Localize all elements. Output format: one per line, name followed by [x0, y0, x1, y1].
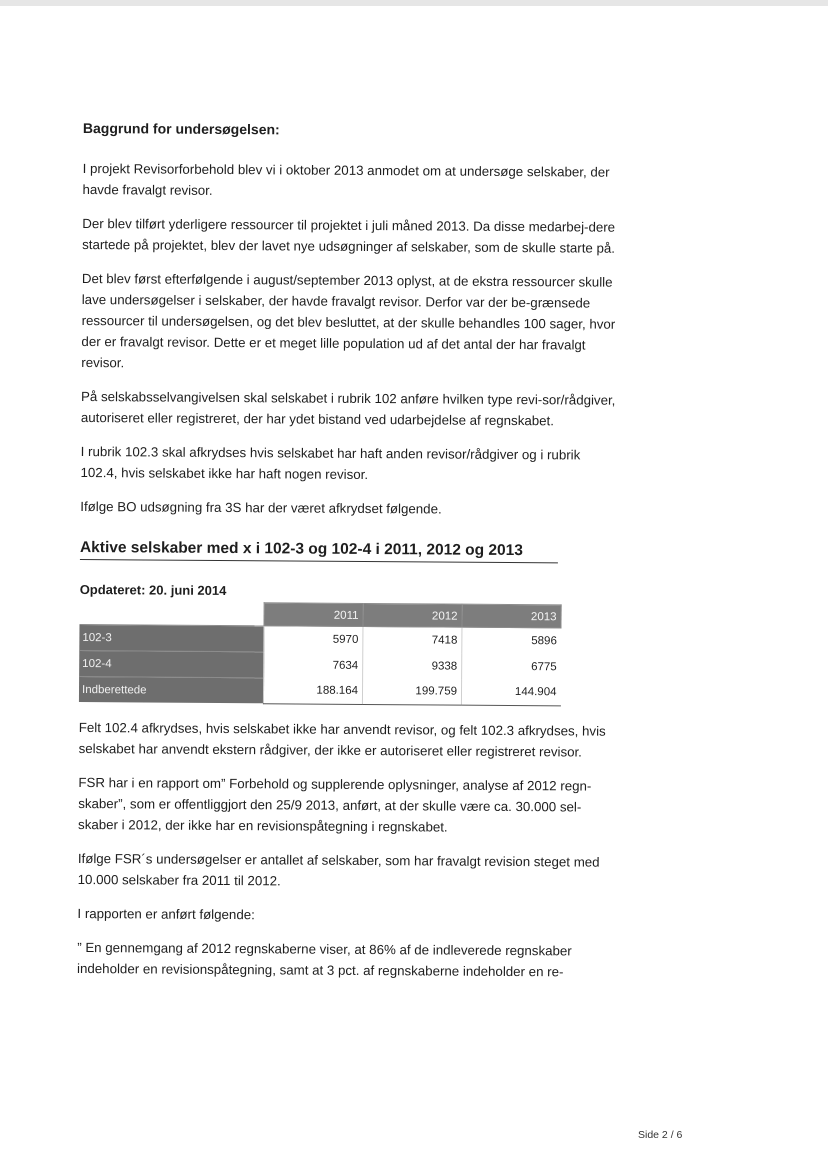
paragraph: Ifølge FSR´s undersøgelser er antallet af selskaber, som har fravalgt revision steget med 10.000 selskaber fra 2011 til 2012. [77, 850, 600, 888]
table-cell: 5970 [264, 626, 363, 653]
paragraph: På selskabsselvangivelsen skal selskabet i rubrik 102 anføre hvilken type revi-sor/rådgiver, autoriseret eller registreret, der har ydet bistand ved udarbejdelse af regnskabet. [80, 388, 616, 429]
table-cell: 9338 [363, 652, 462, 679]
table-cell: 6775 [462, 653, 561, 680]
table-row [79, 650, 561, 679]
updated-date: Opdateret: 20. juni 2014 [79, 581, 227, 599]
paragraph: I rapporten er anført følgende: [77, 905, 255, 922]
paragraph: ” En gennemgang af 2012 regnskaberne viser, at 86% af de indleverede regnskaber indeholder en revisionspåtegning, samt at 3 pct. af regnskaberne indeholder en re- [77, 939, 572, 979]
table-title: Aktive selskaber med x i 102-3 og 102-4 i 2011, 2012 og 2013 [80, 539, 558, 563]
row-label: 102-3 [79, 624, 264, 651]
document-body [77, 120, 623, 995]
table-cell: 199.759 [362, 678, 461, 704]
column-header: 2013 [462, 604, 561, 628]
paragraph: FSR har i en rapport om” Forbehold og supplerende oplysninger, analyse af 2012 regn-skaber”, som er offentliggjort den 25/9 2013, anført, at der skulle være ca. 30.000 sel-skaber i 2012, der ikke har en revisionspåtegning i regnskabet. [78, 774, 592, 835]
section-heading: Baggrund for undersøgelsen: [82, 120, 280, 138]
page-number: Side 2 / 6 [638, 1129, 683, 1141]
table-cell: 5896 [462, 627, 561, 654]
table-cell: 144.904 [461, 679, 560, 705]
column-header: 2011 [264, 603, 363, 627]
table-row [79, 624, 561, 653]
statistics-table [79, 601, 562, 706]
page-top-edge [0, 0, 828, 6]
table-header-row [79, 601, 561, 627]
table-cell: 188.164 [263, 678, 362, 704]
table-cell: 7418 [363, 626, 462, 653]
paragraph: Det blev først efterfølgende i august/september 2013 oplyst, at de ekstra ressourcer skulle lave undersøgelser i selskaber, der havde fravalgt revisor. Derfor var der be-grænsede ressourcer til undersøgelsen, og det blev besluttet, at der skulle behandles 100 sager, hvor der er fravalgt revisor. Dette er et meget lille population ud af det antal der har fravalgt revisor. [81, 270, 616, 371]
column-header: 2012 [363, 603, 462, 627]
table-cell: 7634 [264, 652, 363, 679]
row-label: Indberettede [79, 676, 264, 703]
paragraph: Felt 102.4 afkrydses, hvis selskabet ikke har anvendt revisor, og felt 102.3 afkrydses, hvis selskabet har anvendt ekstern rådgiver, der ikke er autoriseret eller registreret revisor. [78, 719, 606, 759]
table-row [79, 676, 561, 705]
paragraph: I rubrik 102.3 skal afkrydses hvis selskabet har haft anden revisor/rådgiver og i rubrik 102.4, hvis selskabet ikke har haft nogen revisor. [80, 443, 581, 482]
row-label: 102-4 [79, 650, 264, 677]
table-corner-cell [79, 601, 264, 625]
paragraph: Der blev tilført yderligere ressourcer til projektet i juli måned 2013. Da disse medarbej-dere startede på projektet, blev der lavet nye udsøgninger af selskaber, som de skulle starte på. [82, 215, 616, 256]
paragraph: Ifølge BO udsøgning fra 3S har der været afkrydset følgende. [80, 498, 442, 517]
paragraph: I projekt Revisorforbehold blev vi i oktober 2013 anmodet om at undersøge selskaber, der havde fravalgt revisor. [82, 160, 610, 198]
